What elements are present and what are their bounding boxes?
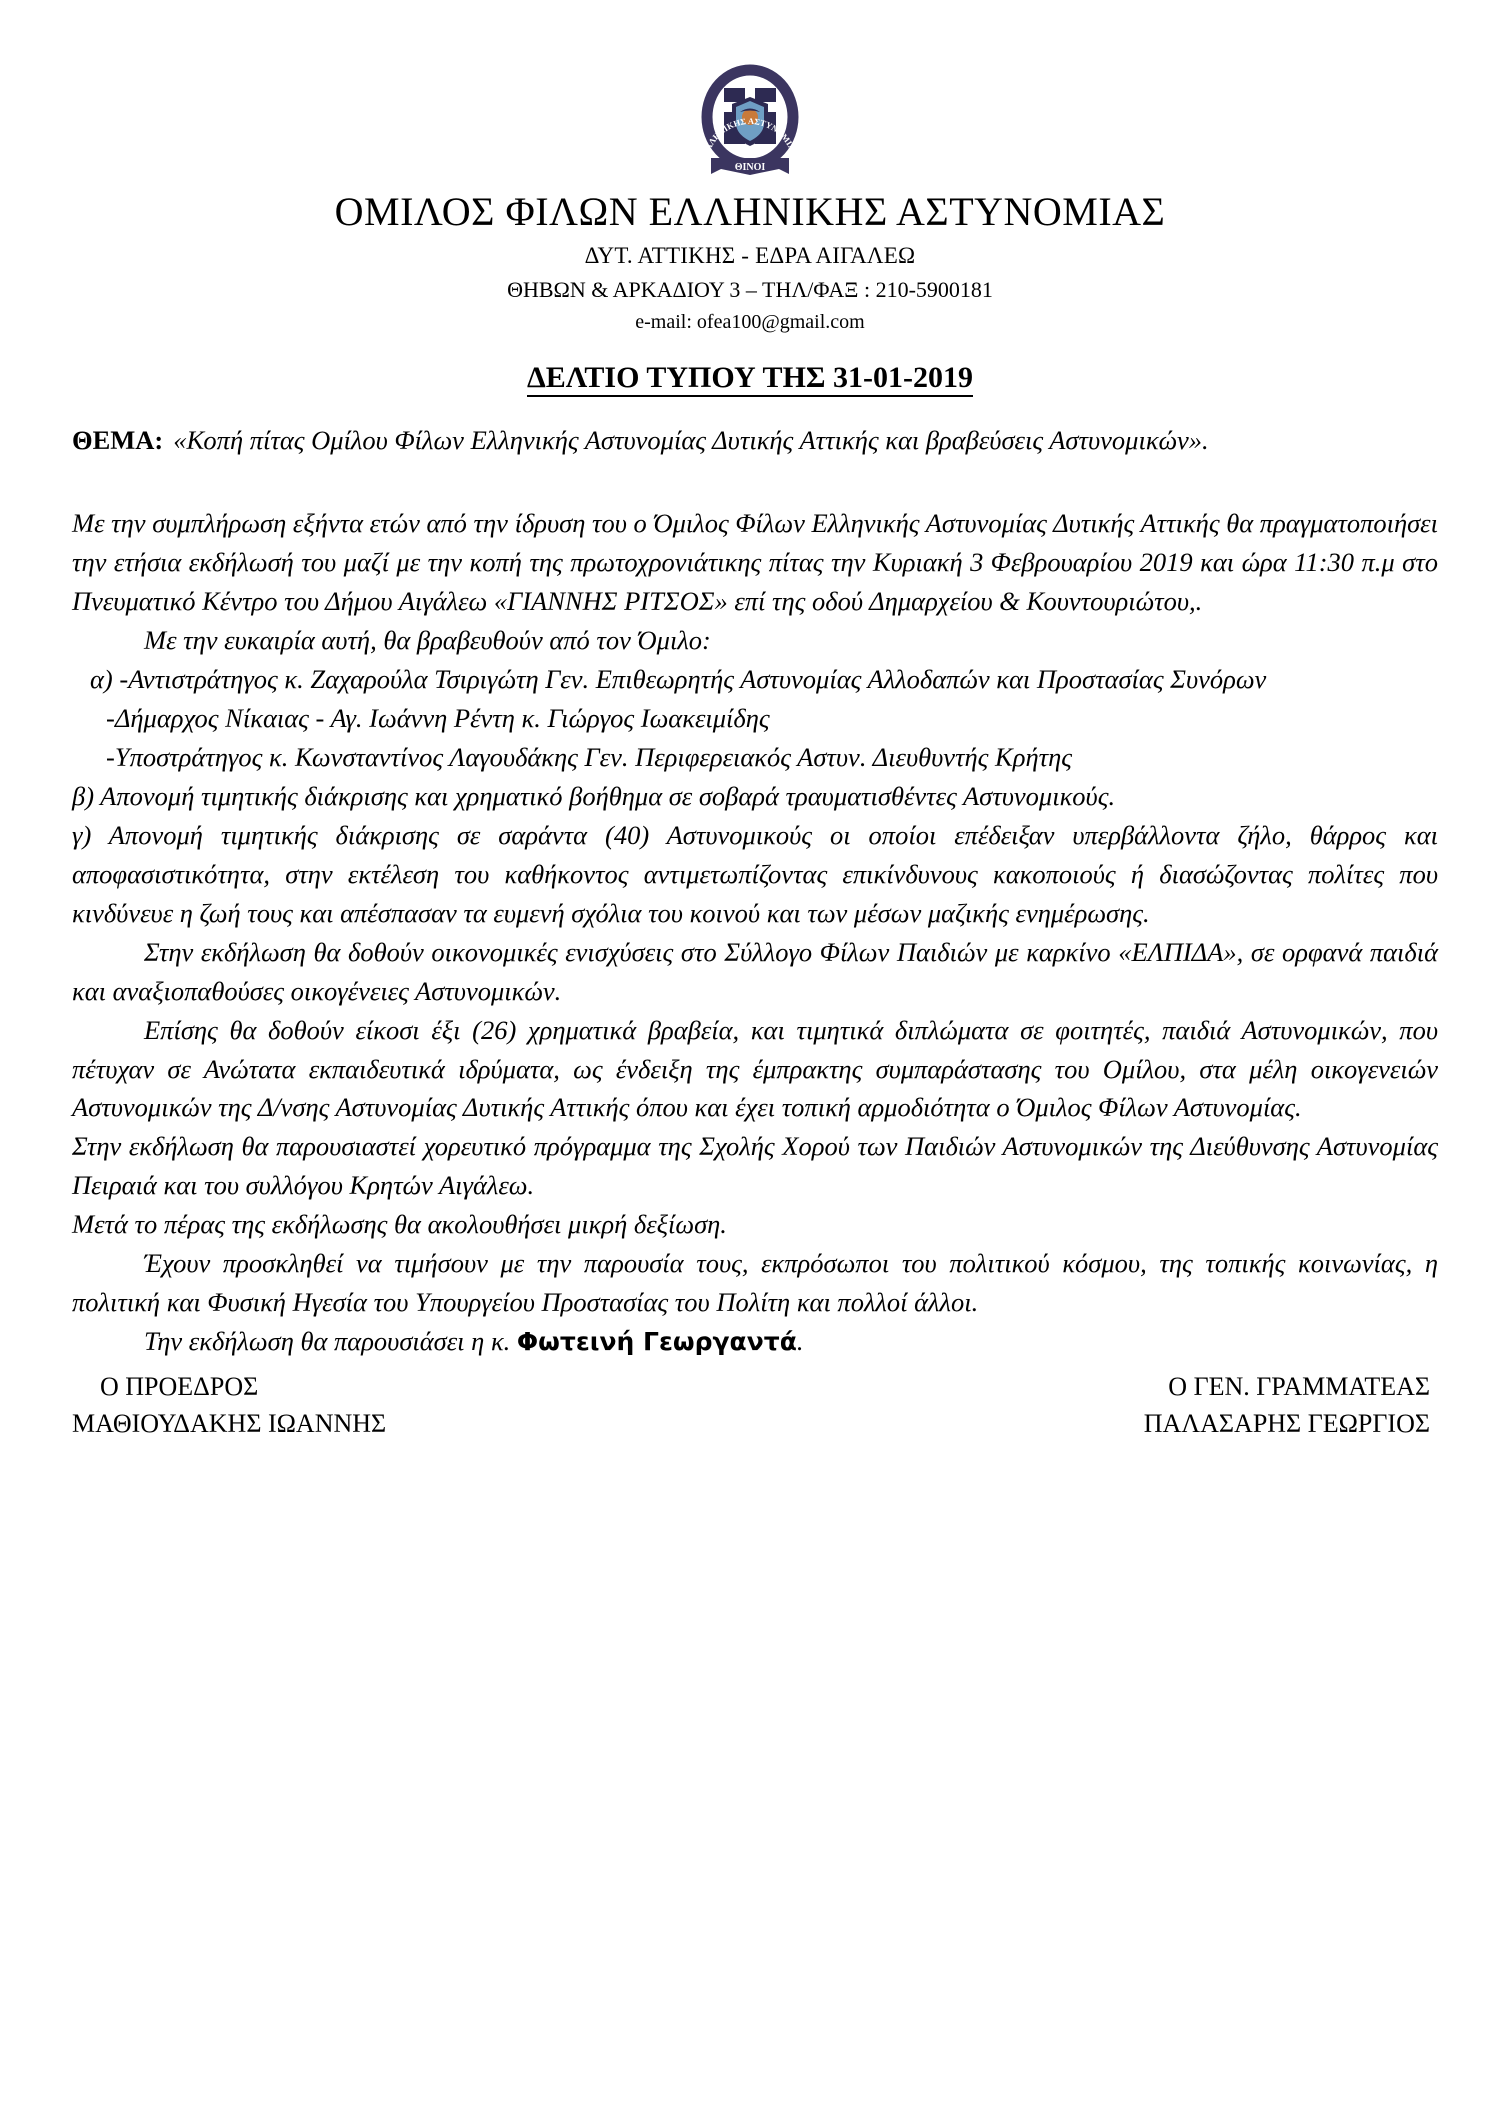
subject-label: ΘΕΜΑ: xyxy=(72,425,164,456)
subject-line xyxy=(72,421,1438,460)
presenter-name: Φωτεινή Γεωργαντά xyxy=(516,1327,797,1357)
document-body xyxy=(0,421,1500,1361)
paragraph-presenter xyxy=(72,1322,1438,1361)
subject-text: «Κοπή πίτας Ομίλου Φίλων Ελληνικής Αστυνομίας Δυτικής Αττικής και βραβεύσεις Αστυνομικών». xyxy=(173,425,1209,456)
document-title-text: ΔΕΛΤΙΟ ΤΥΠΟΥ ΤΗΣ 31-01-2019 xyxy=(527,361,973,397)
organization-email: e-mail: ofea100@gmail.com xyxy=(635,310,865,333)
paragraph-intro: Με την συμπλήρωση εξήντα ετών από την ίδρυση του ο Όμιλος Φίλων Ελληνικής Αστυνομίας Δυτικής Αττικής θα πραγματοποιήσει την ετήσια εκδήλωσή του μαζί με την κοπή της πρωτοχρονιάτικης πίτας την Κυριακή 3 Φεβρουαρίου 2019 και ώρα 11:30 π.μ στο Πνευματικό Κέντρο του Δήμου Αιγάλεω «ΓΙΑΝΝΗΣ ΡΙΤΣΟΣ» επί της οδού Δημαρχείου & Κουντουριώτου,. xyxy=(72,508,1438,617)
award-item-a: α) -Αντιστράτηγος κ. Ζαχαρούλα Τσιριγώτη Γεν. Επιθεωρητής Αστυνομίας Αλλοδαπών και Προστασίας Συνόρων xyxy=(90,664,1267,694)
signature-block xyxy=(0,1369,1500,1443)
president-role: Ο ΠΡΟΕΔΡΟΣ xyxy=(100,1372,259,1402)
secretary-role: Ο ΓΕΝ. ΓΡΑΜΜΑΤΕΑΣ xyxy=(1168,1372,1430,1402)
organization-address-phone: ΘΗΒΩΝ & ΑΡΚΑΔΙΟΥ 3 – ΤΗΛ/ΦΑΞ : 210-5900181 xyxy=(507,277,993,303)
award-item-c: γ) Απονομή τιμητικής διάκρισης σε σαράντα (40) Αστυνομικούς οι οποίοι επέδειξαν υπερβάλλοντα ζήλο, θάρρος και αποφασιστικότητα, στην εκτέλεση του καθήκοντος αντιμετωπίζοντας επικίνδυνους κακοποιούς ή διασώζοντας πολίτες που κινδύνευε η ζωή τους και απέσπασαν τα ευμενή σχόλια του κοινού και των μέσων μαζικής ενημέρωσης. xyxy=(72,819,1438,928)
paragraph-donations: Στην εκδήλωση θα δοθούν οικονομικές ενισχύσεις στο Σύλλογο Φίλων Παιδιών με καρκίνο «ΕΛΠΙΔΑ», σε ορφανά παιδιά και αναξιοπαθούσες οικογένειες Αστυνομικών. xyxy=(72,936,1438,1006)
organization-region: ΔΥΤ. ΑΤΤΙΚΗΣ - ΕΔΡΑ ΑΙΓΑΛΕΩ xyxy=(584,243,916,268)
logo-container xyxy=(0,0,1500,184)
emblem-banner-text: ΘΙΝΟΙ xyxy=(734,162,766,173)
presenter-prefix: Την εκδήλωση θα παρουσιάσει η κ. xyxy=(144,1326,517,1357)
hellenic-police-emblem-icon xyxy=(691,62,809,184)
svg-text:ΕΛΛΗΝΙΚΗΣ ΑΣΤΥΝΟΜΙΑΣ: ΕΛΛΗΝΙΚΗΣ ΑΣΤΥΝΟΜΙΑΣ xyxy=(700,115,800,158)
signature-roles-row xyxy=(72,1369,1460,1406)
award-item-a-mayor: -Δήμαρχος Νίκαιας - Αγ. Ιωάννη Ρέντη κ. Γιώργος Ιωακειμίδης xyxy=(106,702,770,733)
organization-title: ΟΜΙΛΟΣ ΦΙΛΩΝ ΕΛΛΗΝΙΚΗΣ ΑΣΤΥΝΟΜΙΑΣ xyxy=(334,189,1166,234)
document-title xyxy=(0,361,1500,396)
award-item-b: β) Απονομή τιμητικής διάκρισης και χρηματικό βοήθημα σε σοβαρά τραυματισθέντες Αστυνομικούς. xyxy=(72,780,1116,811)
spacer xyxy=(72,460,1438,504)
secretary-name: ΠΑΛΑΣΑΡΗΣ ΓΕΩΡΓΙΟΣ xyxy=(1143,1409,1430,1439)
award-item-a-major-general: -Υποστράτηγος κ. Κωνσταντίνος Λαγουδάκης Γεν. Περιφερειακός Αστυν. Διευθυντής Κρήτης xyxy=(106,741,1072,772)
signature-names-row xyxy=(72,1406,1460,1443)
paragraph-scholarships: Επίσης θα δοθούν είκοσι έξι (26) χρηματικά βραβεία, και τιμητικά διπλώματα σε φοιτητές, παιδιά Αστυνομικών, που πέτυχαν σε Ανώτατα εκπαιδευτικά ιδρύματα, ως ένδειξη της έμπρακτης συμπαράστασης του Ομίλου, στα μέλη οικογενειών Αστυνομικών της Δ/νσης Αστυνομίας Δυτικής Αττικής όπου και έχει τοπική αρμοδιότητα ο Όμιλος Φίλων Αστυνομίας. xyxy=(72,1014,1438,1123)
paragraph-dance-program: Στην εκδήλωση θα παρουσιαστεί χορευτικό πρόγραμμα της Σχολής Χορού των Παιδιών Αστυνομικών της Διεύθυνσης Αστυνομίας Πειραιά και του συλλόγου Κρητών Αιγάλεω. xyxy=(72,1131,1438,1201)
paragraph-reception: Μετά το πέρας της εκδήλωσης θα ακολουθήσει μικρή δεξίωση. xyxy=(72,1209,727,1240)
paragraph-awards-lead: Με την ευκαιρία αυτή, θα βραβευθούν από τον Όμιλο: xyxy=(144,625,711,656)
paragraph-guests: Έχουν προσκληθεί να τιμήσουν με την παρουσία τους, εκπρόσωποι του πολιτικού κόσμου, της τοπικής κοινωνίας, η πολιτική και Φυσική Ηγεσία του Υπουργείου Προστασίας του Πολίτη και πολλοί άλλοι. xyxy=(72,1248,1438,1318)
presenter-suffix: . xyxy=(796,1326,804,1357)
president-name: ΜΑΘΙΟΥΔΑΚΗΣ ΙΩΑΝΝΗΣ xyxy=(72,1409,387,1439)
